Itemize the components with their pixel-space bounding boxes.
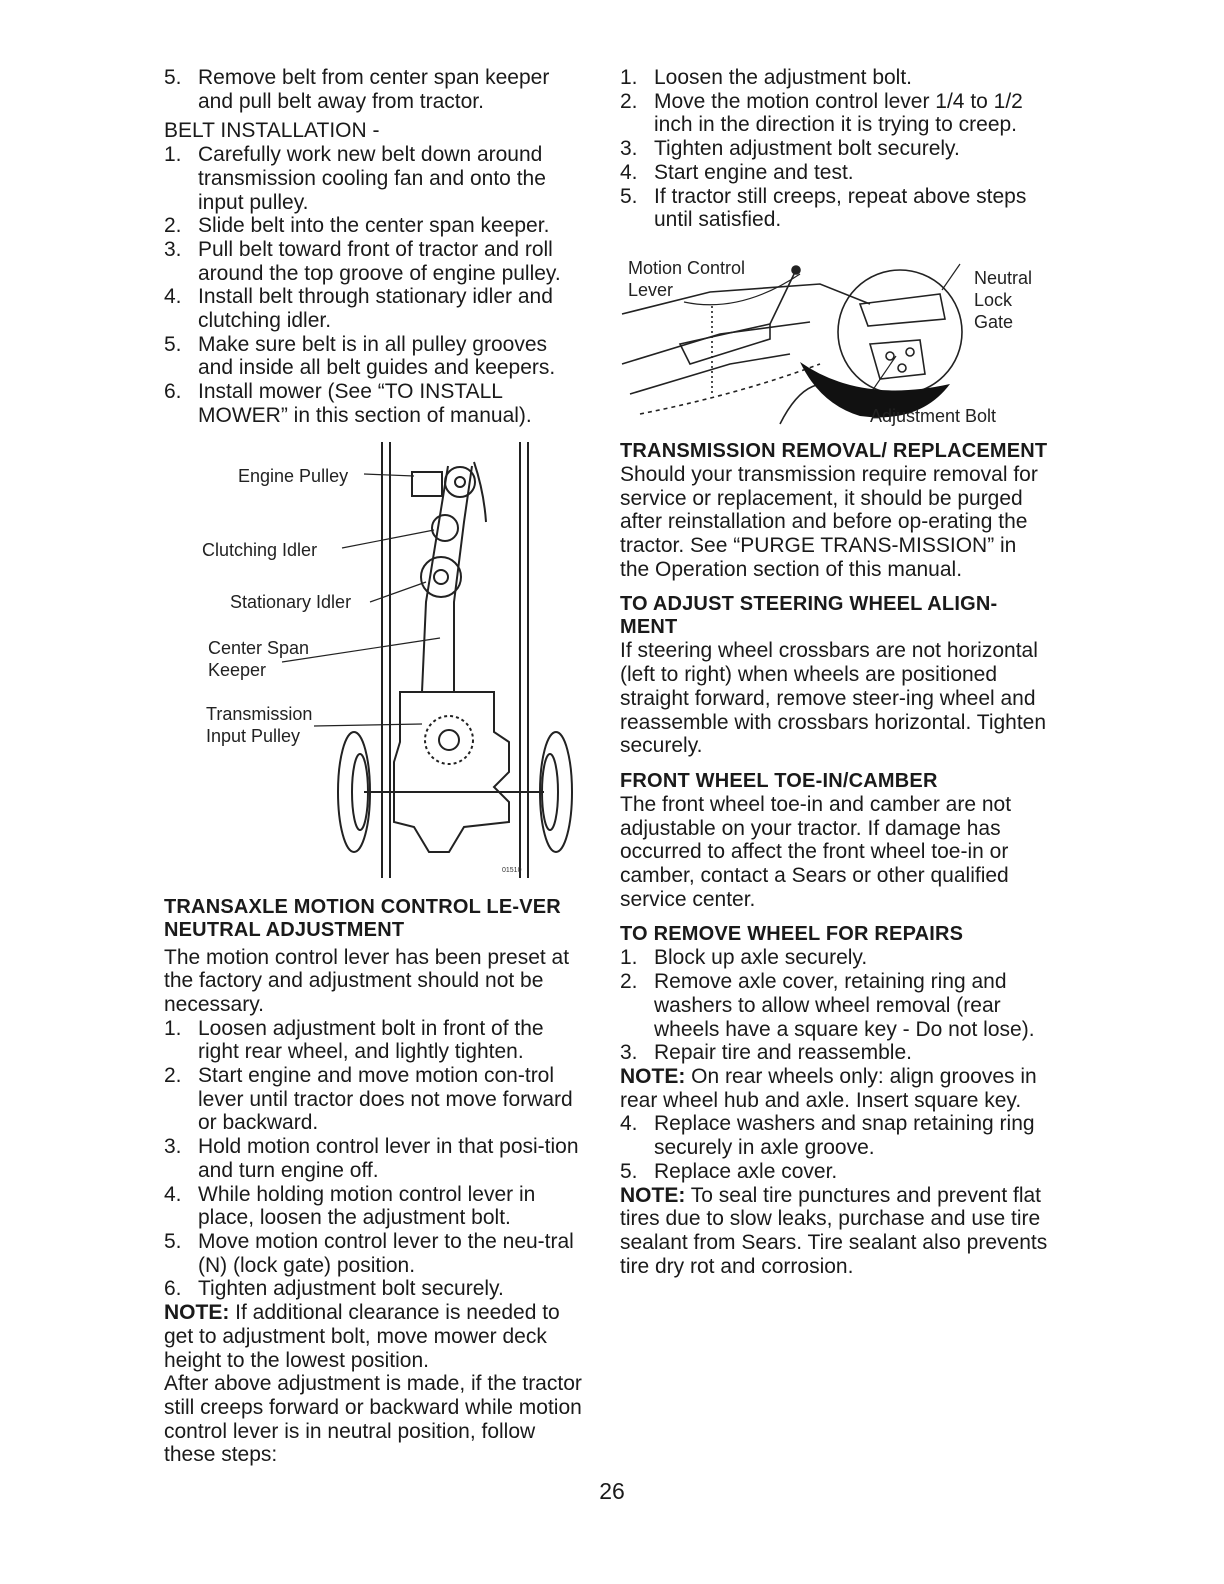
transaxle-heading: TRANSAXLE MOTION CONTROL LE-VER NEUTRAL ADJUSTMENT	[164, 895, 561, 941]
step-text: Remove belt from center span keeper and pull belt away from tractor.	[198, 66, 550, 113]
wheel-note-2	[620, 1184, 1050, 1279]
step-number: 3.	[164, 237, 182, 261]
toe-text: The front wheel toe-in and camber are not adjustable on your tractor. If damage has occurred to affect the front wheel toe-in or camber, contact a Sears or other qualified service center.	[620, 792, 1012, 911]
label-neutral: Neutral	[974, 267, 1033, 288]
list-item	[620, 1041, 1050, 1065]
list-item	[164, 1183, 584, 1230]
label-lock: Lock	[974, 289, 1013, 310]
step-text: Tighten adjustment bolt securely.	[654, 137, 960, 161]
list-item	[620, 1112, 1050, 1159]
step-number: 3.	[620, 137, 638, 161]
step-text: Pull belt toward front of tractor and roll around the top groove of engine pulley.	[198, 237, 561, 285]
after-adjustment-text: After above adjustment is made, if the tractor still creeps forward or backward while motion control lever is in neutral position, follow these steps:	[164, 1372, 582, 1467]
step-number: 5.	[620, 1159, 638, 1183]
steering-heading: TO ADJUST STEERING WHEEL ALIGN-MENT	[620, 593, 998, 639]
step-text: Slide belt into the center span keeper.	[198, 214, 550, 238]
step-text: Move the motion control lever 1/4 to 1/2 inch in the direction it is trying to creep.	[654, 89, 1023, 137]
label-stationary-idler: Stationary Idler	[230, 591, 352, 612]
list-item	[620, 66, 1050, 90]
step-number: 1.	[620, 946, 638, 970]
step-text: Remove axle cover, retaining ring and washers to allow wheel removal (rear wheels have a square key - Do not lose).	[654, 970, 1035, 1041]
step-number: 5.	[164, 332, 182, 356]
step-text: Hold motion control lever in that posi-tion and turn engine off.	[198, 1135, 579, 1182]
label-lever: Lever	[628, 279, 674, 300]
list-item	[164, 285, 584, 332]
step-number: 4.	[620, 1112, 638, 1136]
list-item	[164, 1277, 584, 1301]
note-text: On rear wheels only: align grooves in rear wheel hub and axle. Insert square key.	[620, 1064, 1037, 1112]
label-transmission: Transmission	[206, 703, 313, 724]
page-number: 26	[599, 1478, 625, 1504]
step-text: Replace axle cover.	[654, 1159, 838, 1183]
step-number: 2.	[164, 214, 182, 238]
list-item	[164, 1017, 584, 1064]
step-text: Block up axle securely.	[654, 946, 868, 970]
wheel-steps-b	[620, 1112, 1050, 1183]
step-number: 1.	[164, 143, 182, 167]
list-item	[164, 1135, 584, 1182]
step-text: Install mower (See “TO INSTALL MOWER” in this section of manual).	[198, 380, 532, 427]
label-gate: Gate	[974, 311, 1014, 332]
step-number: 4.	[620, 160, 638, 184]
list-item	[164, 1064, 584, 1135]
step-text: Loosen the adjustment bolt.	[654, 66, 913, 89]
label-motion-control: Motion Control	[628, 257, 746, 278]
wheel-heading: TO REMOVE WHEEL FOR REPAIRS	[620, 923, 964, 946]
step-number: 4.	[164, 1182, 182, 1206]
label-adjustment-bolt: Adjustment Bolt	[870, 405, 997, 426]
list-item	[620, 137, 1050, 161]
list-item	[620, 161, 1050, 185]
steering-text: If steering wheel crossbars are not horizontal (left to right) when wheels are positioned straight forward, remove steer-ing wheel and reassemble with crossbars horizontal. Tighten securely.	[620, 639, 1047, 758]
list-item	[164, 143, 584, 214]
step-number: 2.	[164, 1064, 182, 1088]
list-item	[164, 66, 584, 113]
step-text: While holding motion control lever in place, loosen the adjustment bolt.	[198, 1182, 536, 1230]
list-item	[164, 333, 584, 380]
label-clutching-idler: Clutching Idler	[202, 539, 318, 560]
step-number: 3.	[620, 1041, 638, 1065]
list-item	[620, 946, 1050, 970]
step-text: If tractor still creeps, repeat above steps until satisfied.	[654, 184, 1027, 232]
list-item	[164, 380, 584, 427]
list-item	[620, 90, 1050, 137]
wheel-note-1	[620, 1065, 1050, 1112]
transaxle-intro: The motion control lever has been preset at the factory and adjustment should not be necessary.	[164, 945, 570, 1016]
toe-heading: FRONT WHEEL TOE-IN/CAMBER	[620, 769, 938, 792]
motion-control-diagram	[620, 244, 1050, 434]
transmission-heading: TRANSMISSION REMOVAL/ REPLACEMENT	[620, 439, 1048, 462]
step-number: 6.	[164, 1277, 182, 1301]
transmission-text: Should your transmission require removal for service or replacement, it should be purged after reinstallation and before op-erating the tractor. See “PURGE TRANS-MISSION” in the Operation section of this manual.	[620, 462, 1038, 581]
note-text: If additional clearance is needed to get to adjustment bolt, move mower deck height to the lowest position.	[164, 1301, 560, 1372]
label-input-pulley: Input Pulley	[206, 725, 301, 746]
step-number: 5.	[620, 184, 638, 208]
step-number: 2.	[620, 970, 638, 994]
label-keeper: Keeper	[208, 659, 267, 680]
right-column	[620, 66, 1050, 1278]
note-label: NOTE:	[620, 1183, 686, 1207]
step-number: 6.	[164, 380, 182, 404]
note-label: NOTE:	[620, 1064, 686, 1088]
step-text: Loosen adjustment bolt in front of the right rear wheel, and lightly tighten.	[198, 1016, 544, 1064]
wheel-steps-a	[620, 946, 1050, 1065]
step-text: Replace washers and snap retaining ring securely in axle groove.	[654, 1112, 1035, 1160]
left-column	[164, 66, 584, 1467]
step-text: Repair tire and reassemble.	[654, 1041, 912, 1065]
step-text: Tighten adjustment bolt securely.	[198, 1277, 504, 1301]
list-item	[620, 970, 1050, 1041]
list-item	[164, 214, 584, 238]
step-text: Move motion control lever to the neu-tral (N) (lock gate) position.	[198, 1229, 574, 1277]
list-item	[620, 185, 1050, 232]
step-number: 5.	[164, 1229, 182, 1253]
creep-steps	[620, 66, 1050, 232]
step-text: Carefully work new belt down around transmission cooling fan and onto the input pulley.	[198, 143, 546, 214]
step-text: Start engine and test.	[654, 160, 854, 184]
step-number: 1.	[620, 66, 638, 89]
belt-installation-list	[164, 143, 584, 427]
list-item	[164, 238, 584, 285]
belt-removal-list	[164, 66, 584, 113]
figure-code: 01510	[502, 866, 522, 874]
motion-control-figure	[620, 244, 1050, 434]
belt-routing-diagram	[164, 442, 584, 878]
label-engine-pulley: Engine Pulley	[238, 465, 349, 486]
note-text: To seal tire punctures and prevent flat tires due to slow leaks, purchase and use tire sealant from Sears. Tire sealant also prevents tire dry rot and corrosion.	[620, 1183, 1048, 1278]
step-text: Start engine and move motion con-trol lever until tractor does not move forward or backward.	[198, 1064, 573, 1135]
step-number: 5.	[164, 66, 182, 89]
step-text: Make sure belt is in all pulley grooves and inside all belt guides and keepers.	[198, 332, 556, 380]
label-center-span: Center Span	[208, 637, 310, 658]
belt-routing-figure	[164, 442, 584, 878]
transaxle-steps	[164, 1017, 584, 1301]
belt-installation-heading: BELT INSTALLATION -	[164, 119, 380, 143]
step-number: 1.	[164, 1016, 182, 1040]
step-number: 2.	[620, 89, 638, 113]
list-item	[164, 1230, 584, 1277]
list-item	[620, 1160, 1050, 1184]
step-number: 4.	[164, 285, 182, 309]
step-number: 3.	[164, 1135, 182, 1159]
note-label: NOTE:	[164, 1301, 230, 1325]
transaxle-note	[164, 1301, 584, 1372]
step-text: Install belt through stationary idler and clutching idler.	[198, 285, 553, 333]
